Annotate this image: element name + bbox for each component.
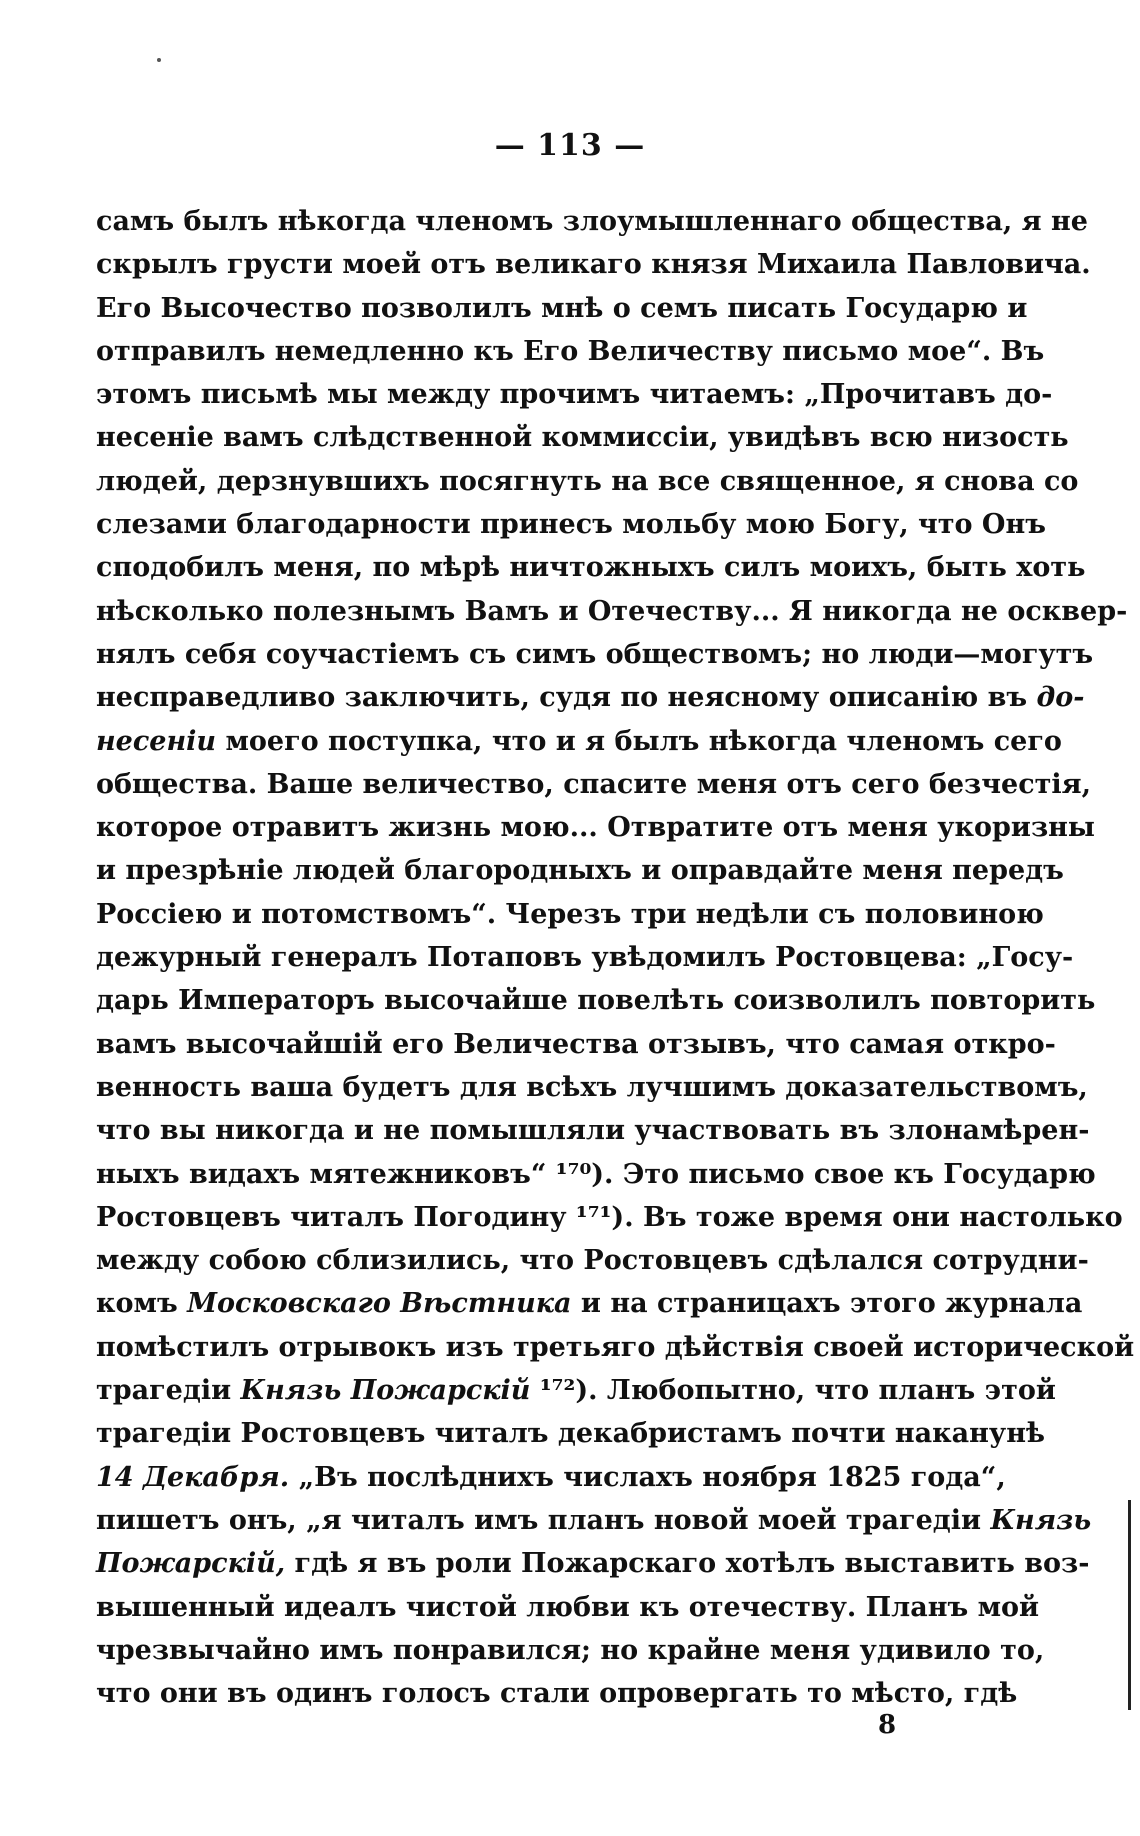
text-segment: венность ваша будетъ для всѣхъ лучшимъ доказательствомъ,	[96, 1071, 1088, 1103]
text-line	[96, 330, 1045, 373]
text-line	[96, 1629, 1045, 1672]
text-line	[96, 1196, 1123, 1239]
text-segment: несеніе вамъ слѣдственной коммиссіи, увидѣвъ всю низость	[96, 422, 1069, 454]
text-segment: Ростовцевъ читалъ Погодину ¹⁷¹). Въ тоже время они настолько	[96, 1201, 1123, 1233]
text-line	[96, 1282, 1083, 1325]
italic-text-segment: Московскаго Вѣстника	[187, 1288, 572, 1320]
text-segment: самъ былъ нѣкогда членомъ злоумышленнаго общества, я не	[96, 206, 1088, 237]
italic-text-segment: Пожарскій,	[96, 1548, 286, 1580]
text-line	[96, 287, 1028, 330]
text-segment: несправедливо заключить, судя по неясному описанію въ	[96, 682, 1037, 714]
text-line	[96, 979, 1096, 1022]
text-line	[96, 1672, 1018, 1715]
page-edge-shadow	[1128, 1500, 1131, 1710]
text-line	[96, 200, 1088, 243]
text-line	[96, 1499, 1092, 1542]
text-line	[96, 1369, 1056, 1412]
text-line	[96, 849, 1064, 892]
page-number: — 113 —	[494, 128, 646, 163]
text-segment: гдѣ я въ роли Пожарскаго хотѣлъ выставить воз-	[285, 1548, 1090, 1580]
text-segment: между собою сблизились, что Ростовцевъ сдѣлался сотрудни-	[96, 1245, 1089, 1277]
text-segment: чрезвычайно имъ понравился; но крайне меня удивило то,	[96, 1634, 1045, 1666]
text-segment: дарь Императоръ высочайше повелѣть соизволилъ повторить	[96, 985, 1096, 1017]
text-segment: нѣсколько полезнымъ Вамъ и Отечеству... Я никогда не осквер-	[96, 595, 1128, 627]
signature-mark: 8	[878, 1710, 897, 1740]
text-line	[96, 936, 1074, 979]
text-line	[96, 1326, 1135, 1369]
text-line	[96, 416, 1069, 459]
text-segment: моего поступка, что и я былъ нѣкогда членомъ сего	[216, 725, 1062, 757]
text-line	[96, 1109, 1090, 1152]
text-segment: трагедіи Ростовцевъ читалъ декабристамъ почти наканунѣ	[96, 1418, 1045, 1450]
italic-text-segment: до-	[1036, 682, 1085, 714]
italic-text-segment: Князь Пожарскій	[240, 1375, 531, 1407]
text-line	[96, 1456, 1006, 1499]
text-segment: комъ	[96, 1288, 188, 1320]
text-line	[96, 763, 1091, 806]
text-segment: которое отравитъ жизнь мою... Отвратите отъ меня укоризны	[96, 812, 1095, 844]
text-line	[96, 720, 1062, 763]
text-line	[96, 503, 1046, 546]
text-line	[96, 806, 1095, 849]
text-segment: вамъ высочайшій его Величества отзывъ, что самая откро-	[96, 1028, 1056, 1060]
italic-text-segment: 14 Декабря.	[96, 1461, 290, 1493]
text-line	[96, 460, 1079, 503]
text-line	[96, 546, 1086, 589]
text-line	[96, 590, 1128, 633]
text-segment: людей, дерзнувшихъ посягнуть на все священное, я снова со	[96, 465, 1079, 497]
text-line	[96, 1153, 1096, 1196]
ink-speck	[157, 58, 161, 62]
text-line	[96, 1586, 1040, 1629]
text-segment: дежурный генералъ Потаповъ увѣдомилъ Ростовцева: „Госу-	[96, 942, 1074, 974]
text-segment: пишетъ онъ, „я читалъ имъ планъ новой моей трагедіи	[96, 1504, 991, 1536]
text-segment: слезами благодарности принесъ мольбу мою Богу, что Онъ	[96, 509, 1046, 541]
text-segment: нялъ себя соучастіемъ съ симъ обществомъ; но люди—могутъ	[96, 638, 1094, 670]
text-segment: и на страницахъ этого журнала	[571, 1288, 1083, 1320]
italic-text-segment: несеніи	[96, 725, 217, 757]
text-segment: ныхъ видахъ мятежниковъ“ ¹⁷⁰). Это письмо свое къ Государю	[96, 1158, 1096, 1190]
text-line	[96, 1066, 1088, 1109]
text-line	[96, 373, 1053, 416]
text-segment: Россіею и потомствомъ“. Черезъ три недѣли съ половиною	[96, 898, 1044, 930]
text-segment: сподобилъ меня, по мѣрѣ ничтожныхъ силъ моихъ, быть хоть	[96, 552, 1086, 584]
text-segment: что вы никогда и не помышляли участвовать въ злонамѣрен-	[96, 1115, 1090, 1147]
text-segment: трагедіи	[96, 1375, 241, 1407]
text-line	[96, 243, 1091, 286]
text-segment: и презрѣніе людей благородныхъ и оправдайте меня передъ	[96, 855, 1064, 887]
text-segment: что они въ одинъ голосъ стали опровергать то мѣсто, гдѣ	[96, 1678, 1018, 1710]
text-line	[96, 633, 1094, 676]
text-line	[96, 1412, 1045, 1455]
text-segment: „Въ послѣднихъ числахъ ноября 1825 года“,	[289, 1461, 1006, 1493]
text-line	[96, 893, 1044, 936]
text-segment: помѣстилъ отрывокъ изъ третьяго дѣйствія своей исторической	[96, 1331, 1135, 1363]
text-segment: общества. Ваше величество, спасите меня отъ сего безчестія,	[96, 768, 1091, 800]
text-segment: отправилъ немедленно къ Его Величеству письмо мое“. Въ	[96, 335, 1045, 367]
italic-text-segment: Князь	[990, 1504, 1092, 1536]
body-text	[96, 200, 1135, 1715]
text-line	[96, 1239, 1089, 1282]
text-segment: вышенный идеалъ чистой любви къ отечеству. Планъ мой	[96, 1591, 1040, 1623]
text-segment: Его Высочество позволилъ мнѣ о семъ писать Государю и	[96, 292, 1028, 324]
text-segment: скрылъ грусти моей отъ великаго князя Михаила Павловича.	[96, 249, 1091, 281]
text-line	[96, 1542, 1090, 1585]
text-line	[96, 676, 1085, 719]
text-line	[96, 1023, 1056, 1066]
text-segment: ¹⁷²). Любопытно, что планъ этой	[530, 1375, 1056, 1407]
text-segment: этомъ письмѣ мы между прочимъ читаемъ: „Прочитавъ до-	[96, 379, 1053, 411]
